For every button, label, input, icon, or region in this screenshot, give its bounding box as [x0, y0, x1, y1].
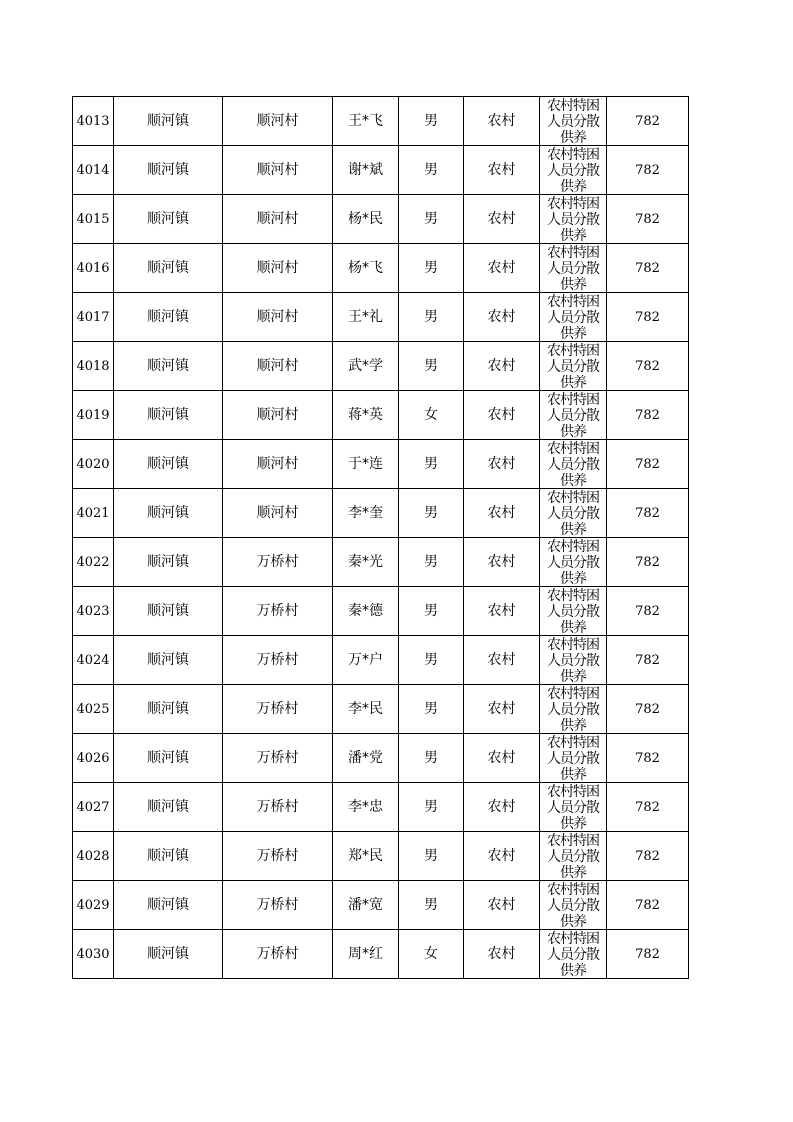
name-cell: 杨*飞: [333, 244, 399, 293]
area-cell: 农村: [464, 342, 540, 391]
town-cell: 顺河镇: [114, 146, 223, 195]
category-line: 农村特困: [547, 441, 599, 457]
gender-cell: 男: [399, 587, 464, 636]
category-line: 农村特困: [547, 392, 599, 408]
area-cell: 农村: [464, 391, 540, 440]
record-number-cell: 4020: [73, 440, 114, 489]
name-cell: 武*学: [333, 342, 399, 391]
name-cell: 王*礼: [333, 293, 399, 342]
category-line: 供养: [560, 718, 586, 733]
area-cell: 农村: [464, 440, 540, 489]
name-cell: 李*奎: [333, 489, 399, 538]
village-cell: 顺河村: [223, 391, 333, 440]
amount-cell: 782: [607, 636, 689, 685]
category-line: 人员分散: [547, 604, 599, 620]
gender-cell: 男: [399, 734, 464, 783]
table-row: [73, 538, 689, 587]
record-number-cell: 4030: [73, 930, 114, 979]
name-cell: 于*连: [333, 440, 399, 489]
table-row: [73, 832, 689, 881]
town-cell: 顺河镇: [114, 783, 223, 832]
gender-cell: 男: [399, 342, 464, 391]
category-line: 人员分散: [547, 310, 599, 326]
amount-cell: 782: [607, 342, 689, 391]
name-cell: 谢*斌: [333, 146, 399, 195]
category-cell: [540, 881, 607, 930]
category-cell: [540, 244, 607, 293]
category-line: 供养: [560, 424, 586, 439]
area-cell: 农村: [464, 538, 540, 587]
table-row: [73, 195, 689, 244]
gender-cell: 男: [399, 636, 464, 685]
record-number-cell: 4024: [73, 636, 114, 685]
town-cell: 顺河镇: [114, 342, 223, 391]
category-line: 供养: [560, 669, 586, 684]
village-cell: 顺河村: [223, 440, 333, 489]
category-line: 供养: [560, 620, 586, 635]
category-cell: [540, 146, 607, 195]
amount-cell: 782: [607, 195, 689, 244]
category-line: 供养: [560, 963, 586, 978]
category-line: 农村特困: [547, 343, 599, 359]
table-row: [73, 489, 689, 538]
village-cell: 万桥村: [223, 587, 333, 636]
amount-cell: 782: [607, 440, 689, 489]
category-line: 人员分散: [547, 212, 599, 228]
category-cell: [540, 489, 607, 538]
name-cell: 潘*党: [333, 734, 399, 783]
category-line: 供养: [560, 571, 586, 586]
category-line: 人员分散: [547, 898, 599, 914]
amount-cell: 782: [607, 146, 689, 195]
record-number-cell: 4015: [73, 195, 114, 244]
category-line: 农村特困: [547, 147, 599, 163]
category-line: 农村特困: [547, 637, 599, 653]
amount-cell: 782: [607, 783, 689, 832]
area-cell: 农村: [464, 832, 540, 881]
table-row: [73, 97, 689, 146]
category-line: 供养: [560, 179, 586, 194]
category-line: 供养: [560, 375, 586, 390]
gender-cell: 男: [399, 538, 464, 587]
category-line: 人员分散: [547, 555, 599, 571]
name-cell: 郑*民: [333, 832, 399, 881]
category-line: 农村特困: [547, 784, 599, 800]
category-line: 人员分散: [547, 751, 599, 767]
area-cell: 农村: [464, 489, 540, 538]
category-cell: [540, 342, 607, 391]
table-row: [73, 244, 689, 293]
category-cell: [540, 685, 607, 734]
name-cell: 潘*宽: [333, 881, 399, 930]
category-line: 农村特困: [547, 735, 599, 751]
name-cell: 秦*光: [333, 538, 399, 587]
amount-cell: 782: [607, 930, 689, 979]
gender-cell: 男: [399, 685, 464, 734]
category-cell: [540, 636, 607, 685]
category-cell: [540, 930, 607, 979]
village-cell: 万桥村: [223, 636, 333, 685]
category-line: 供养: [560, 277, 586, 292]
record-number-cell: 4016: [73, 244, 114, 293]
area-cell: 农村: [464, 881, 540, 930]
area-cell: 农村: [464, 195, 540, 244]
gender-cell: 男: [399, 97, 464, 146]
category-line: 人员分散: [547, 947, 599, 963]
name-cell: 秦*德: [333, 587, 399, 636]
village-cell: 顺河村: [223, 342, 333, 391]
category-line: 供养: [560, 767, 586, 782]
amount-cell: 782: [607, 734, 689, 783]
area-cell: 农村: [464, 783, 540, 832]
record-number-cell: 4014: [73, 146, 114, 195]
gender-cell: 男: [399, 146, 464, 195]
category-line: 农村特困: [547, 196, 599, 212]
town-cell: 顺河镇: [114, 881, 223, 930]
category-line: 农村特困: [547, 882, 599, 898]
table-row: [73, 930, 689, 979]
category-cell: [540, 538, 607, 587]
name-cell: 杨*民: [333, 195, 399, 244]
category-line: 农村特困: [547, 98, 599, 114]
village-cell: 顺河村: [223, 244, 333, 293]
table-row: [73, 881, 689, 930]
gender-cell: 男: [399, 783, 464, 832]
category-line: 农村特困: [547, 490, 599, 506]
amount-cell: 782: [607, 538, 689, 587]
amount-cell: 782: [607, 391, 689, 440]
village-cell: 万桥村: [223, 783, 333, 832]
table-row: [73, 685, 689, 734]
category-line: 人员分散: [547, 359, 599, 375]
gender-cell: 男: [399, 881, 464, 930]
category-line: 供养: [560, 865, 586, 880]
area-cell: 农村: [464, 293, 540, 342]
record-number-cell: 4019: [73, 391, 114, 440]
category-line: 人员分散: [547, 114, 599, 130]
area-cell: 农村: [464, 244, 540, 293]
town-cell: 顺河镇: [114, 685, 223, 734]
category-line: 人员分散: [547, 849, 599, 865]
category-line: 供养: [560, 816, 586, 831]
town-cell: 顺河镇: [114, 832, 223, 881]
town-cell: 顺河镇: [114, 391, 223, 440]
table-row: [73, 391, 689, 440]
category-cell: [540, 195, 607, 244]
category-line: 农村特困: [547, 931, 599, 947]
record-number-cell: 4027: [73, 783, 114, 832]
town-cell: 顺河镇: [114, 97, 223, 146]
town-cell: 顺河镇: [114, 293, 223, 342]
category-line: 农村特困: [547, 686, 599, 702]
category-line: 供养: [560, 326, 586, 341]
category-line: 农村特困: [547, 588, 599, 604]
village-cell: 顺河村: [223, 293, 333, 342]
table-row: [73, 146, 689, 195]
town-cell: 顺河镇: [114, 734, 223, 783]
category-line: 农村特困: [547, 245, 599, 261]
gender-cell: 男: [399, 489, 464, 538]
table-row: [73, 783, 689, 832]
category-line: 农村特困: [547, 539, 599, 555]
beneficiary-table: [72, 96, 689, 979]
category-line: 人员分散: [547, 702, 599, 718]
village-cell: 顺河村: [223, 146, 333, 195]
category-line: 供养: [560, 228, 586, 243]
gender-cell: 男: [399, 832, 464, 881]
name-cell: 李*忠: [333, 783, 399, 832]
village-cell: 万桥村: [223, 538, 333, 587]
amount-cell: 782: [607, 293, 689, 342]
town-cell: 顺河镇: [114, 489, 223, 538]
amount-cell: 782: [607, 685, 689, 734]
area-cell: 农村: [464, 636, 540, 685]
amount-cell: 782: [607, 832, 689, 881]
amount-cell: 782: [607, 587, 689, 636]
town-cell: 顺河镇: [114, 440, 223, 489]
amount-cell: 782: [607, 489, 689, 538]
table-row: [73, 342, 689, 391]
table-row: [73, 440, 689, 489]
amount-cell: 782: [607, 244, 689, 293]
category-line: 人员分散: [547, 506, 599, 522]
name-cell: 蒋*英: [333, 391, 399, 440]
table-row: [73, 587, 689, 636]
category-cell: [540, 97, 607, 146]
area-cell: 农村: [464, 734, 540, 783]
category-line: 人员分散: [547, 261, 599, 277]
name-cell: 周*红: [333, 930, 399, 979]
area-cell: 农村: [464, 146, 540, 195]
town-cell: 顺河镇: [114, 587, 223, 636]
gender-cell: 女: [399, 391, 464, 440]
town-cell: 顺河镇: [114, 930, 223, 979]
gender-cell: 男: [399, 440, 464, 489]
village-cell: 顺河村: [223, 195, 333, 244]
record-number-cell: 4028: [73, 832, 114, 881]
category-cell: [540, 391, 607, 440]
record-number-cell: 4017: [73, 293, 114, 342]
category-line: 农村特困: [547, 833, 599, 849]
category-line: 供养: [560, 130, 586, 145]
category-line: 供养: [560, 522, 586, 537]
category-line: 人员分散: [547, 457, 599, 473]
category-line: 供养: [560, 914, 586, 929]
town-cell: 顺河镇: [114, 636, 223, 685]
table-row: [73, 293, 689, 342]
category-line: 人员分散: [547, 163, 599, 179]
town-cell: 顺河镇: [114, 244, 223, 293]
record-number-cell: 4023: [73, 587, 114, 636]
area-cell: 农村: [464, 930, 540, 979]
record-number-cell: 4018: [73, 342, 114, 391]
name-cell: 万*户: [333, 636, 399, 685]
gender-cell: 男: [399, 244, 464, 293]
record-number-cell: 4021: [73, 489, 114, 538]
category-cell: [540, 293, 607, 342]
name-cell: 王*飞: [333, 97, 399, 146]
area-cell: 农村: [464, 685, 540, 734]
gender-cell: 男: [399, 195, 464, 244]
record-number-cell: 4025: [73, 685, 114, 734]
name-cell: 李*民: [333, 685, 399, 734]
category-line: 农村特困: [547, 294, 599, 310]
gender-cell: 女: [399, 930, 464, 979]
village-cell: 万桥村: [223, 832, 333, 881]
category-cell: [540, 587, 607, 636]
record-number-cell: 4022: [73, 538, 114, 587]
category-cell: [540, 734, 607, 783]
table-row: [73, 734, 689, 783]
area-cell: 农村: [464, 97, 540, 146]
category-cell: [540, 440, 607, 489]
record-number-cell: 4029: [73, 881, 114, 930]
amount-cell: 782: [607, 881, 689, 930]
category-line: 人员分散: [547, 408, 599, 424]
record-number-cell: 4013: [73, 97, 114, 146]
amount-cell: 782: [607, 97, 689, 146]
table-row: [73, 636, 689, 685]
village-cell: 万桥村: [223, 734, 333, 783]
gender-cell: 男: [399, 293, 464, 342]
town-cell: 顺河镇: [114, 538, 223, 587]
category-line: 人员分散: [547, 800, 599, 816]
village-cell: 万桥村: [223, 685, 333, 734]
category-cell: [540, 783, 607, 832]
village-cell: 万桥村: [223, 930, 333, 979]
village-cell: 顺河村: [223, 489, 333, 538]
village-cell: 万桥村: [223, 881, 333, 930]
category-line: 人员分散: [547, 653, 599, 669]
category-cell: [540, 832, 607, 881]
town-cell: 顺河镇: [114, 195, 223, 244]
record-number-cell: 4026: [73, 734, 114, 783]
area-cell: 农村: [464, 587, 540, 636]
village-cell: 顺河村: [223, 97, 333, 146]
category-line: 供养: [560, 473, 586, 488]
